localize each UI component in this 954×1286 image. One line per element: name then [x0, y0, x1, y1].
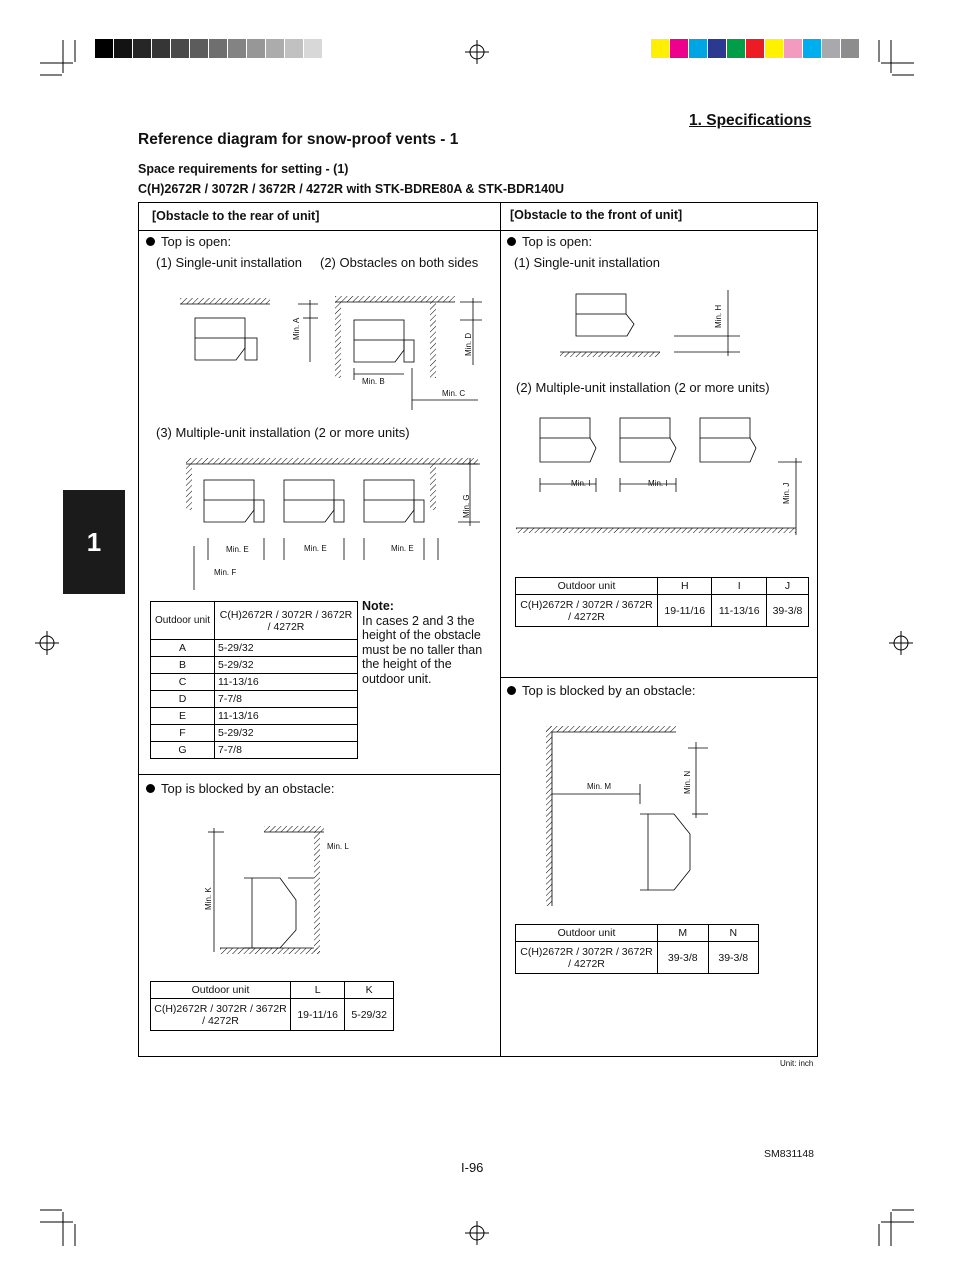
- row-key: G: [151, 742, 215, 759]
- table-row: [151, 640, 358, 657]
- table-row: [151, 691, 358, 708]
- header-divider: [138, 230, 818, 231]
- color-swatch: [689, 39, 708, 58]
- row-value: 11-13/16: [215, 708, 358, 725]
- note-title: Note:: [362, 599, 394, 613]
- bullet-icon: [507, 686, 516, 695]
- left-case2-label: (2) Obstacles on both sides: [320, 255, 479, 270]
- min-i-label-2: Min. I: [648, 479, 668, 488]
- right-top-blocked-label: Top is blocked by an obstacle:: [507, 683, 695, 698]
- table-value-l: 19-11/16: [291, 999, 345, 1031]
- clearance-table-m-n: [515, 924, 759, 974]
- table-header-outdoor-unit: Outdoor unit: [151, 602, 215, 640]
- min-k-label: Min. K: [204, 887, 213, 910]
- table-value-i: 11-13/16: [712, 595, 766, 627]
- front-multi-diagram: [516, 410, 806, 540]
- gray-swatch: [266, 39, 285, 58]
- min-m-label: Min. M: [587, 782, 611, 791]
- table-row: [151, 674, 358, 691]
- note-body: In cases 2 and 3 the height of the obstacle must be no taller than the height of the outdoor unit.: [362, 613, 483, 686]
- row-value: 5-29/32: [215, 657, 358, 674]
- gray-swatch: [114, 39, 133, 58]
- gray-swatch: [95, 39, 114, 58]
- row-value: 5-29/32: [215, 640, 358, 657]
- gray-swatch: [285, 39, 304, 58]
- table-model-cell: C(H)2672R / 3072R / 3672R / 4272R: [516, 942, 658, 974]
- table-value-n: 39-3/8: [708, 942, 759, 974]
- table-header-j: J: [766, 578, 808, 595]
- row-key: C: [151, 674, 215, 691]
- table-value-m: 39-3/8: [658, 942, 709, 974]
- gray-swatch: [228, 39, 247, 58]
- table-header-n: N: [708, 925, 759, 942]
- color-swatch: [746, 39, 765, 58]
- table-row: [151, 708, 358, 725]
- table-value-h: 19-11/16: [658, 595, 712, 627]
- min-a-label: Min. A: [292, 317, 301, 340]
- front-single-diagram: [560, 282, 760, 362]
- bullet-icon: [507, 237, 516, 246]
- clearance-table-h-i-j: [515, 577, 809, 627]
- color-swatch: [803, 39, 822, 58]
- row-key: E: [151, 708, 215, 725]
- color-swatch: [841, 39, 860, 58]
- row-key: B: [151, 657, 215, 674]
- column-divider: [500, 202, 501, 1057]
- left-top-open-label: Top is open:: [146, 234, 231, 249]
- table-value-j: 39-3/8: [766, 595, 808, 627]
- space-requirements-subtitle: Space requirements for setting - (1): [138, 162, 349, 176]
- bullet-icon: [146, 237, 155, 246]
- table-header-outdoor-unit: Outdoor unit: [516, 925, 658, 942]
- gray-swatch: [152, 39, 171, 58]
- table-header-outdoor-unit: Outdoor unit: [516, 578, 658, 595]
- color-swatch: [670, 39, 689, 58]
- min-h-label: Min. H: [714, 304, 723, 328]
- chapter-tab: 1: [63, 490, 125, 594]
- color-swatch: [784, 39, 803, 58]
- min-e-label-2: Min. E: [304, 544, 327, 553]
- table-value-k: 5-29/32: [345, 999, 394, 1031]
- gray-swatch: [171, 39, 190, 58]
- min-d-label: Min. D: [464, 332, 473, 356]
- rear-obstacle-heading: [Obstacle to the rear of unit]: [152, 209, 320, 223]
- right-case1-label: (1) Single-unit installation: [514, 255, 660, 270]
- clearance-table-a-g: [150, 601, 358, 759]
- table-row: [151, 657, 358, 674]
- clearance-table-l-k: [150, 981, 394, 1031]
- table-header-m: M: [658, 925, 709, 942]
- row-key: D: [151, 691, 215, 708]
- table-header-k: K: [345, 982, 394, 999]
- table-model-cell: C(H)2672R / 3072R / 3672R / 4272R: [151, 999, 291, 1031]
- color-swatch: [822, 39, 841, 58]
- front-obstacle-heading: [Obstacle to the front of unit]: [510, 208, 683, 222]
- min-g-label: Min. G: [462, 494, 471, 518]
- min-l-label: Min. L: [327, 842, 349, 851]
- table-header-model: C(H)2672R / 3072R / 3672R / 4272R: [215, 602, 358, 640]
- left-section-divider: [138, 774, 500, 775]
- note-block: [362, 599, 496, 686]
- color-swatch: [708, 39, 727, 58]
- color-swatch: [765, 39, 784, 58]
- right-section-divider: [500, 677, 818, 678]
- row-value: 11-13/16: [215, 674, 358, 691]
- min-j-label: Min. J: [782, 482, 791, 504]
- page-number: I-96: [461, 1160, 484, 1175]
- model-subtitle: C(H)2672R / 3072R / 3672R / 4272R with STK-BDRE80A & STK-BDR140U: [138, 182, 565, 196]
- gray-swatch: [209, 39, 228, 58]
- gray-calibration-bar: [95, 39, 323, 58]
- min-e-label-1: Min. E: [226, 545, 249, 554]
- color-calibration-bar: [651, 39, 860, 58]
- left-top-blocked-label: Top is blocked by an obstacle:: [146, 781, 334, 796]
- color-swatch: [651, 39, 670, 58]
- min-c-label: Min. C: [442, 389, 466, 398]
- min-e-label-3: Min. E: [391, 544, 414, 553]
- row-key: A: [151, 640, 215, 657]
- gray-swatch: [133, 39, 152, 58]
- section-heading: 1. Specifications: [689, 112, 812, 129]
- table-header-outdoor-unit: Outdoor unit: [151, 982, 291, 999]
- table-header-l: L: [291, 982, 345, 999]
- front-blocked-diagram: [544, 722, 724, 912]
- gray-swatch: [247, 39, 266, 58]
- table-row: [151, 742, 358, 759]
- min-b-label: Min. B: [362, 377, 385, 386]
- row-value: 7-7/8: [215, 742, 358, 759]
- row-value: 5-29/32: [215, 725, 358, 742]
- gray-swatch: [304, 39, 323, 58]
- table-header-i: I: [712, 578, 766, 595]
- right-case2-label: (2) Multiple-unit installation (2 or more units): [516, 380, 770, 395]
- bullet-icon: [146, 784, 155, 793]
- rear-blocked-diagram: [200, 822, 340, 962]
- row-value: 7-7/8: [215, 691, 358, 708]
- unit-note: Unit: inch: [780, 1059, 814, 1068]
- right-top-open-label: Top is open:: [507, 234, 592, 249]
- left-case3-label: (3) Multiple-unit installation (2 or more units): [156, 425, 410, 440]
- left-case1-label: (1) Single-unit installation: [156, 255, 302, 270]
- gray-swatch: [190, 39, 209, 58]
- table-header-h: H: [658, 578, 712, 595]
- min-i-label-1: Min. I: [571, 479, 591, 488]
- color-swatch: [727, 39, 746, 58]
- table-model-cell: C(H)2672R / 3072R / 3672R / 4272R: [516, 595, 658, 627]
- min-n-label: Min. N: [683, 770, 692, 794]
- document-code: SM831148: [764, 1148, 815, 1160]
- page-title: Reference diagram for snow-proof vents - 1: [138, 131, 459, 148]
- row-key: F: [151, 725, 215, 742]
- min-f-label: Min. F: [214, 568, 237, 577]
- table-row: [151, 725, 358, 742]
